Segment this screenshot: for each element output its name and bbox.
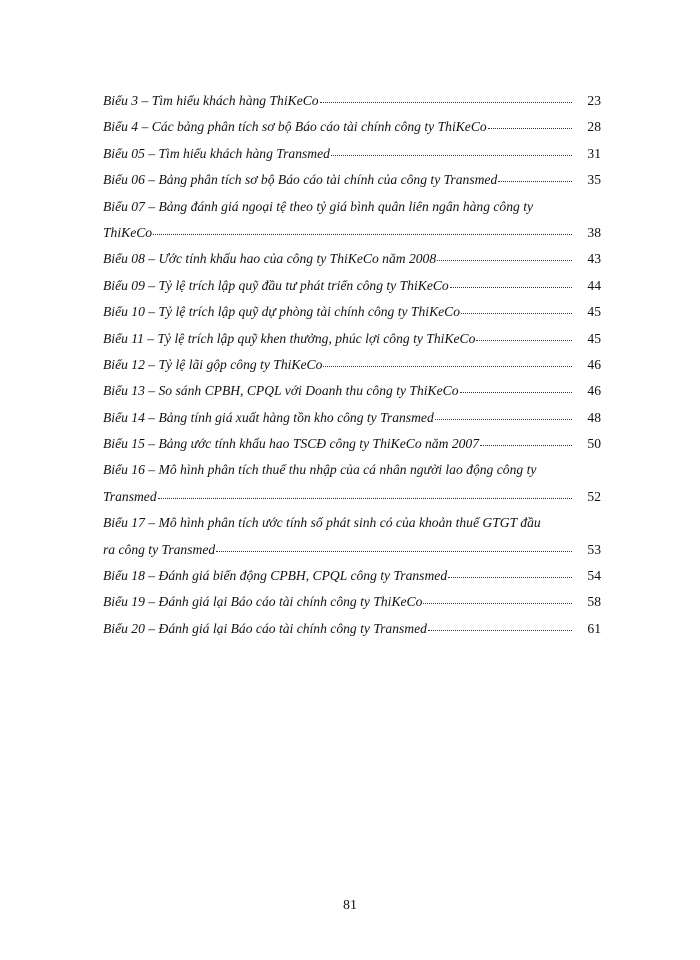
page-number: 81 <box>343 898 357 913</box>
toc-entry-bieu-14 <box>103 405 601 431</box>
toc-entry-bieu-20 <box>103 616 601 642</box>
dot-leader <box>331 154 572 156</box>
toc-entry-page: 54 <box>587 568 601 584</box>
dot-leader <box>476 339 572 341</box>
toc-entry-page: 44 <box>587 277 601 293</box>
dot-leader <box>153 233 572 235</box>
toc-entry-title: Biểu 14 – Bảng tính giá xuất hàng tồn kho công ty Transmed <box>103 409 434 425</box>
dot-leader <box>323 365 572 367</box>
toc-entry-bieu-09 <box>103 273 601 299</box>
toc-entry-bieu-19 <box>103 589 601 615</box>
dot-leader <box>437 259 572 261</box>
toc-entry-bieu-3 <box>103 88 601 114</box>
toc-entry-title: Biểu 13 – So sánh CPBH, CPQL với Doanh thu công ty ThiKeCo <box>103 383 459 399</box>
toc-entry-title: Biểu 20 – Đánh giá lại Báo cáo tài chính công ty Transmed <box>103 620 427 636</box>
dot-leader <box>423 602 572 604</box>
toc-entry-page: 45 <box>587 304 601 320</box>
dot-leader <box>320 101 572 103</box>
toc-entry-title-line1: Biểu 16 – Mô hình phân tích thuế thu nhập của cá nhân người lao động công ty <box>103 462 537 478</box>
table-of-contents <box>103 88 601 642</box>
toc-entry-title-line1: Biểu 17 – Mô hình phân tích ước tính số phát sinh có của khoản thuế GTGT đầu <box>103 515 541 531</box>
dot-leader <box>461 312 572 314</box>
toc-entry-page: 50 <box>587 436 601 452</box>
toc-entry-bieu-08 <box>103 246 601 272</box>
dot-leader <box>498 180 572 182</box>
toc-entry-bieu-18 <box>103 563 601 589</box>
toc-entry-page: 31 <box>587 145 601 161</box>
toc-entry-title: Biểu 18 – Đánh giá biến động CPBH, CPQL công ty Transmed <box>103 568 448 584</box>
dot-leader <box>480 444 572 446</box>
toc-entry-page: 52 <box>587 488 601 504</box>
dot-leader <box>158 497 572 499</box>
toc-entry-bieu-05 <box>103 141 601 167</box>
toc-entry-bieu-10 <box>103 299 601 325</box>
toc-entry-bieu-17 <box>103 510 601 563</box>
dot-leader <box>216 550 572 552</box>
toc-entry-page: 35 <box>587 172 601 188</box>
toc-entry-page: 28 <box>587 119 601 135</box>
toc-entry-title-line1: Biểu 07 – Bảng đánh giá ngoại tệ theo tỷ giá bình quân liên ngân hàng công ty <box>103 198 534 214</box>
toc-entry-bieu-12 <box>103 352 601 378</box>
toc-entry-title: Biểu 09 – Tỷ lệ trích lập quỹ đầu tư phát triển công ty ThiKeCo <box>103 277 449 293</box>
toc-entry-title: Biểu 10 – Tỷ lệ trích lập quỹ dự phòng tài chính công ty ThiKeCo <box>103 304 461 320</box>
toc-entry-bieu-16 <box>103 457 601 510</box>
toc-entry-title: ra công ty Transmed <box>103 541 216 557</box>
dot-leader <box>460 391 572 393</box>
toc-entry-page: 38 <box>587 224 601 240</box>
toc-entry-page: 43 <box>587 251 601 267</box>
toc-entry-page: 45 <box>587 330 601 346</box>
toc-entry-page: 58 <box>587 594 601 610</box>
toc-entry-title: Biểu 06 – Bảng phân tích sơ bộ Báo cáo tài chính của công ty Transmed <box>103 172 498 188</box>
toc-entry-page: 53 <box>587 541 601 557</box>
toc-entry-bieu-11 <box>103 326 601 352</box>
toc-entry-title: Biểu 11 – Tỷ lệ trích lập quỹ khen thưởng, phúc lợi công ty ThiKeCo <box>103 330 476 346</box>
toc-entry-bieu-07 <box>103 194 601 247</box>
dot-leader <box>450 286 572 288</box>
toc-entry-title: ThiKeCo <box>103 224 153 240</box>
toc-entry-title: Transmed <box>103 488 157 504</box>
toc-entry-page: 61 <box>587 620 601 636</box>
dot-leader <box>488 127 572 129</box>
toc-entry-title: Biểu 19 – Đánh giá lại Báo cáo tài chính công ty ThiKeCo <box>103 594 423 610</box>
toc-entry-bieu-13 <box>103 378 601 404</box>
toc-entry-title: Biểu 12 – Tỷ lệ lãi gộp công ty ThiKeCo <box>103 356 323 372</box>
toc-entry-title: Biểu 4 – Các bảng phân tích sơ bộ Báo cáo tài chính công ty ThiKeCo <box>103 119 487 135</box>
toc-entry-title: Biểu 3 – Tìm hiểu khách hàng ThiKeCo <box>103 93 319 108</box>
dot-leader <box>448 576 572 578</box>
toc-entry-title: Biểu 05 – Tìm hiểu khách hàng Transmed <box>103 145 330 161</box>
dot-leader <box>428 629 572 631</box>
toc-entry-page: 48 <box>587 409 601 425</box>
toc-entry-title: Biểu 08 – Ước tính khấu hao của công ty ThiKeCo năm 2008 <box>103 251 437 267</box>
toc-entry-bieu-06 <box>103 167 601 193</box>
toc-entry-title: Biểu 15 – Bảng ước tính khấu hao TSCĐ công ty ThiKeCo năm 2007 <box>103 436 480 452</box>
toc-entry-page: 23 <box>587 93 601 108</box>
toc-entry-page: 46 <box>587 383 601 399</box>
toc-entry-page: 46 <box>587 356 601 372</box>
toc-entry-bieu-4 <box>103 114 601 140</box>
dot-leader <box>435 418 572 420</box>
toc-entry-bieu-15 <box>103 431 601 457</box>
